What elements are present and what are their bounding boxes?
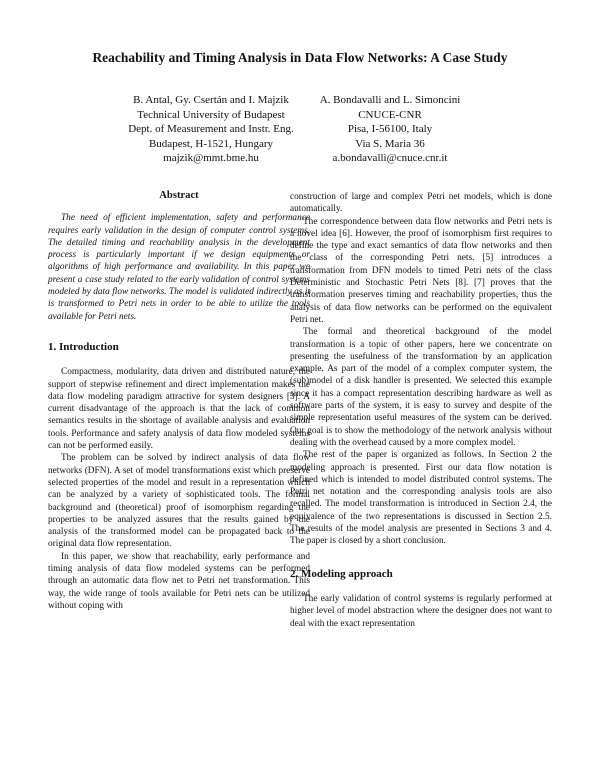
abstract-heading: Abstract — [159, 190, 199, 201]
author-block-pisa — [285, 93, 495, 166]
introduction-paragraph: In this paper, we show that reachability, early performance and timing analysis of data flow modeled systems can be performed through an automatic data flow net to Petri net transformation. This way, the wide range of tools available for Petri nets can be utilized without coping with — [48, 551, 310, 611]
body-paragraph: The correspondence between data flow networks and Petri nets is a novel idea [6]. However, the proof of isomorphism first requires to define the type and exact semantics of data flow networks and then the class of the corresponding Petri nets. [5] introduces a transformation from DFN models to timed Petri nets of the class Deterministic and Stochastic Petri Nets [8]. [7] proves that the transformation preserves timing and reachability properties, thus the analysis of data flow networks can be performed on the equivalent Petri net. — [290, 216, 552, 325]
author-street: Via S. Maria 36 — [355, 137, 425, 150]
body-paragraph: The formal and theoretical background of the model transformation is a topic of other papers, here we concentrate on presenting the usefulness of the transformation by an application example. As part of the model of a complex computer system, the (sub)model of a disk handler is presented. We selected this example since it has a compact representation describing hardware as well as software parts of the system, it is easy to survey and despite of the simple representation useful measures of the system can be derived. Our goal is to show the methodology of the network analysis without dealing with the overhead caused by a more complex model. — [290, 327, 552, 448]
author-email: a.bondavalli@cnuce.cnr.it — [332, 152, 448, 165]
author-department: Dept. of Measurement and Instr. Eng. — [128, 123, 294, 136]
author-names: B. Antal, Gy. Csertán and I. Majzik — [133, 94, 289, 106]
introduction-paragraph: Compactness, modularity, data driven and distributed nature, the support of stepwise refinement and direct implementation makes the data flow modeling paradigm attractive for system designers [3]. A current disadvantage of the approach is that the lack of common semantics results in the shortage of available analysis and evaluation tools. Performance and safety analysis of data flow modeled systems can not be performed easily. — [48, 367, 310, 452]
continued-paragraph: construction of large and complex Petri net models, which is done automatically. — [290, 192, 552, 215]
author-names: A. Bondavalli and L. Simoncini — [319, 94, 461, 106]
author-address: Pisa, I-56100, Italy — [347, 123, 433, 136]
author-institution: CNUCE-CNR — [358, 108, 422, 121]
abstract-section — [48, 212, 310, 323]
author-address: Budapest, H-1521, Hungary — [148, 137, 274, 150]
introduction-paragraph: The problem can be solved by indirect analysis of data flow networks (DFN). A set of model transformations exist which preserve selected properties of the model and result in a representation which can be analyzed by a variety of sophisticated tools. The formal background and (theoretical) proof of isomorphism regarding the properties to be analyzed assures that the results gained by the analysis of the transformed model can be propagated back to the original data flow representation. — [48, 453, 310, 550]
author-email: majzik@mmt.bme.hu — [163, 152, 259, 165]
introduction-heading: 1. Introduction — [48, 340, 119, 353]
modeling-approach-paragraph: The early validation of control systems is regularly performed at higher level of model abstraction where the designer does not want to deal with the exact representation — [290, 593, 552, 629]
paper-title: Reachability and Timing Analysis in Data Flow Networks: A Case Study — [92, 50, 508, 65]
right-column — [290, 191, 552, 630]
body-paragraph: The rest of the paper is organized as follows. In Section 2 the modeling approach is presented. First our data flow notation is defined which is intended to model distributed control systems. The Petri net notation and the corresponding analysis tools are also recalled. The model transformation is introduced in Section 2.4, the equivalence of the two representations is discussed in Section 2.5. The results of the model analysis are presented in Sections 3 and 4. The paper is closed by a short conclusion. — [290, 450, 552, 547]
abstract-text: The need of efficient implementation, safety and performance requires early validation in the design of computer control systems. The detailed timing and reachability analysis in the development process is particularly important if we design equipments or algorithms of high performance and availability. In this paper we present a case study related to the early validation of control systems modeled by data flow networks. The model is validated indirectly as it is transformed to Petri nets in order to be able to utilize the tools available for Petri nets. — [48, 213, 310, 322]
left-column — [48, 190, 310, 612]
author-institution: Technical University of Budapest — [137, 108, 285, 121]
modeling-approach-heading: 2. Modeling approach — [290, 567, 393, 580]
